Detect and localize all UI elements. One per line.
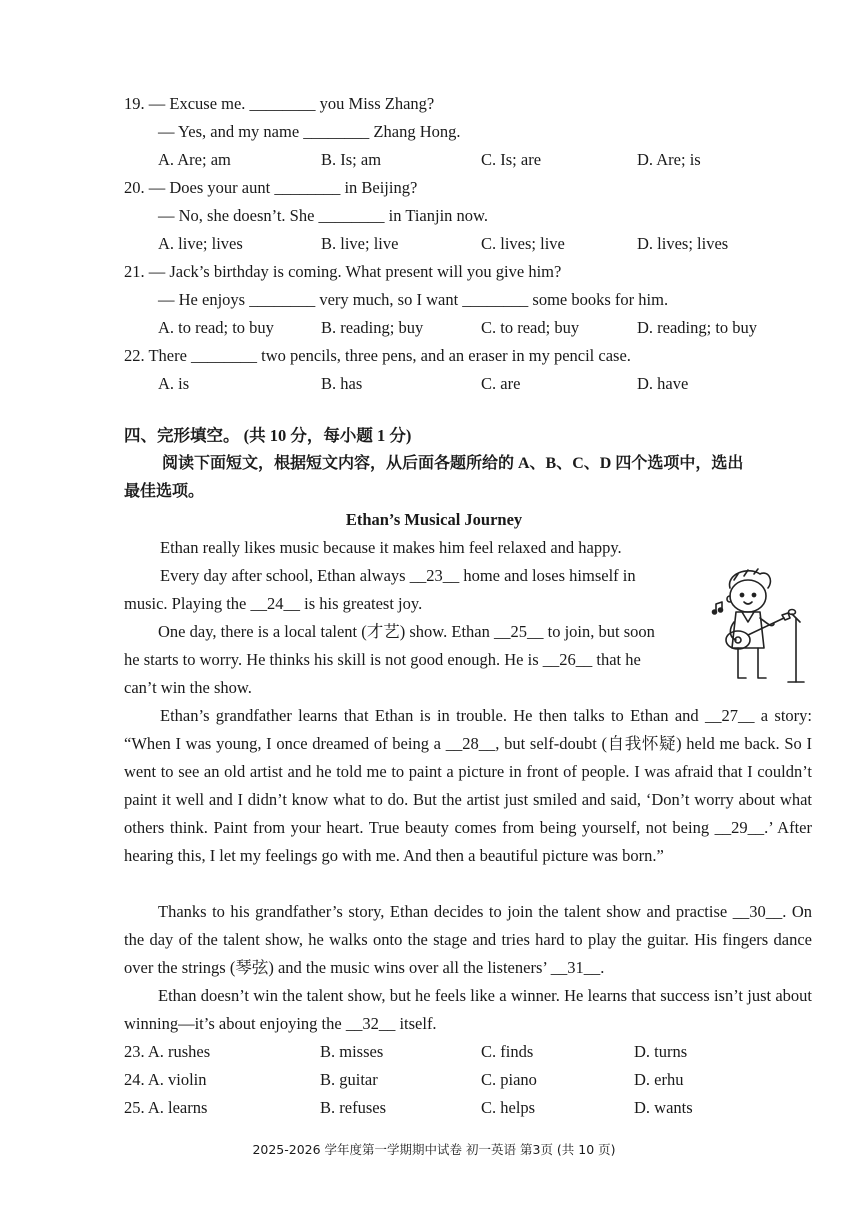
passage-paragraph-4: Ethan’s grandfather learns that Ethan is in trouble. He then talks to Ethan and __27__ a story: “When I was young, I once dreamed of being a __28__, but self-doubt (自我怀疑) held me back. So I went to see an old artist and he told me to paint a picture in front of people. I was afraid that I couldn’t paint it well and I didn’t know what to do. But the artist just smiled and said, ‘Don’t worry about what others think. Paint from your heart. True beauty comes from being yourself, not being __29__.’ After hearing this, I let my feelings go with me. And then a beautiful picture was born.” <box>124 706 812 865</box>
passage-paragraph-3-line3: can’t win the show. <box>124 678 252 697</box>
question-22-option-b: B. has <box>321 374 363 393</box>
question-19-reply: — Yes, and my name ________ Zhang Hong. <box>158 122 461 141</box>
cloze-23-option-a: 23. A. rushes <box>124 1042 211 1061</box>
cloze-25-option-c: C. helps <box>481 1098 536 1117</box>
section-instruction-line1: 阅读下面短文，根据短文内容，从后面各题所给的 A、B、C、D 四个选项中，选出 <box>162 455 744 472</box>
question-21-option-b: B. reading; buy <box>321 318 424 337</box>
passage-paragraph-2-line2: music. Playing the __24__ is his greatest joy. <box>124 594 423 613</box>
cloze-24-option-d: D. erhu <box>634 1070 684 1089</box>
cloze-25-option-a: 25. A. learns <box>124 1098 208 1117</box>
passage-paragraph-1: Ethan really likes music because it makes him feel relaxed and happy. <box>160 538 622 557</box>
cloze-23-option-d: D. turns <box>634 1042 688 1061</box>
question-19-stem: 19. — Excuse me. ________ you Miss Zhang? <box>124 94 435 113</box>
section-instruction-line2: 最佳选项。 <box>124 483 205 500</box>
question-22-stem: 22. There ________ two pencils, three pens, and an eraser in my pencil case. <box>124 346 631 365</box>
question-21-option-c: C. to read; buy <box>481 318 580 337</box>
question-20-option-d: D. lives; lives <box>637 234 729 253</box>
boy-playing-guitar-illustration <box>708 566 808 690</box>
question-21-stem: 21. — Jack’s birthday is coming. What present will you give him? <box>124 262 562 281</box>
question-21-option-d: D. reading; to buy <box>637 318 758 337</box>
cloze-25-option-b: B. refuses <box>320 1098 386 1117</box>
question-21-option-a: A. to read; to buy <box>158 318 274 337</box>
question-22-option-c: C. are <box>481 374 521 393</box>
question-19-option-c: C. Is; are <box>481 150 542 169</box>
passage-paragraph-5: Thanks to his grandfather’s story, Ethan decides to join the talent show and practise __30__. On the day of the talent show, he walks onto the stage and tries hard to play the guitar. His fingers dance over the strings (琴弦) and the music wins over all the listeners’ __31__. <box>124 902 812 977</box>
passage-paragraph-6: Ethan doesn’t win the talent show, but he feels like a winner. He learns that success isn’t just about winning—it’s about enjoying the __32__ itself. <box>124 986 812 1033</box>
question-22-option-a: A. is <box>158 374 190 393</box>
question-19-option-d: D. Are; is <box>637 150 701 169</box>
section-heading: 四、完形填空。 (共 10 分，每小题 1 分) <box>124 426 412 445</box>
passage-paragraph-2-line1: Every day after school, Ethan always __23__ home and loses himself in <box>160 566 636 585</box>
cloze-23-option-b: B. misses <box>320 1042 384 1061</box>
cloze-25-option-d: D. wants <box>634 1098 693 1117</box>
passage-title: Ethan’s Musical Journey <box>345 510 523 529</box>
cloze-24-option-c: C. piano <box>481 1070 537 1089</box>
question-20-option-a: A. live; lives <box>158 234 243 253</box>
question-20-option-b: B. live; live <box>321 234 399 253</box>
passage-paragraph-3-line1: One day, there is a local talent (才艺) show. Ethan __25__ to join, but soon <box>158 622 655 641</box>
question-19-option-b: B. Is; am <box>321 150 382 169</box>
question-20-stem: 20. — Does your aunt ________ in Beijing? <box>124 178 418 197</box>
question-20-reply: — No, she doesn’t. She ________ in Tianjin now. <box>158 206 489 225</box>
question-22-option-d: D. have <box>637 374 689 393</box>
cloze-24-option-a: 24. A. violin <box>124 1070 207 1089</box>
cloze-24-option-b: B. guitar <box>320 1070 378 1089</box>
question-21-reply: — He enjoys ________ very much, so I want ________ some books for him. <box>158 290 669 309</box>
passage-paragraph-3-line2: he starts to worry. He thinks his skill is not good enough. He is __26__ that he <box>124 650 641 669</box>
question-20-option-c: C. lives; live <box>481 234 565 253</box>
question-19-option-a: A. Are; am <box>158 150 231 169</box>
cloze-23-option-c: C. finds <box>481 1042 534 1061</box>
page-footer: 2025-2026 学年度第一学期期中试卷 初一英语 第3页 (共 10 页) <box>252 1142 616 1157</box>
